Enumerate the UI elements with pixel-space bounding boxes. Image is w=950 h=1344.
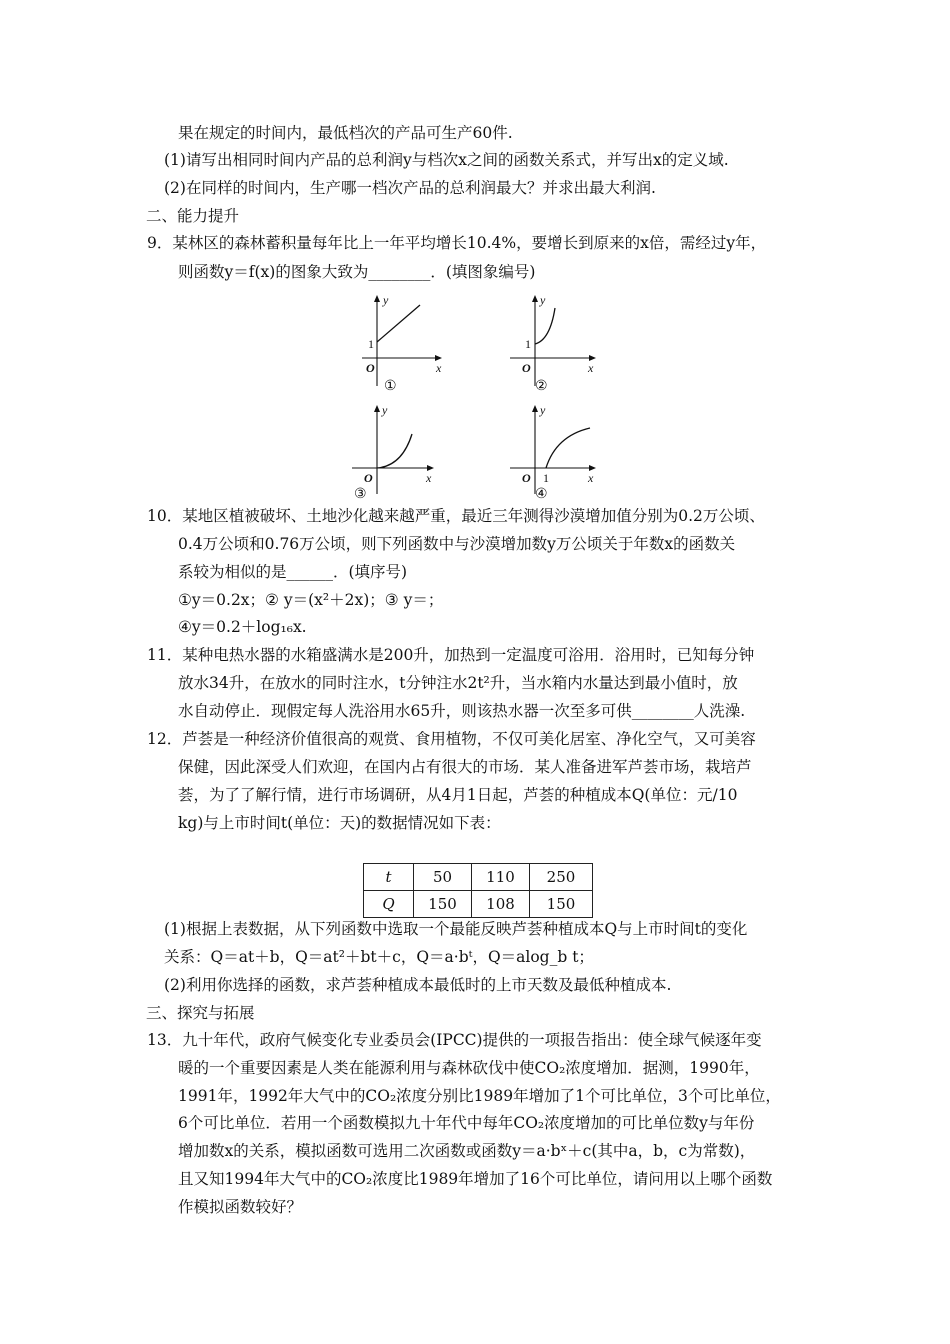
p13-line-3: 1991年，1992年大气中的CO₂浓度分别比1989年增加了1个可比单位，3个可比单位，	[178, 1087, 781, 1105]
table-cell: 50	[414, 864, 472, 891]
p12-question-1a: (1)根据上表数据，从下列函数中选取一个最能反映芦荟种植成本Q与上市时间t的变化	[164, 920, 748, 938]
graph-2-tick: 1	[525, 337, 531, 351]
graph-3-label: ③	[354, 487, 367, 502]
graph-2-x-label: x	[588, 361, 594, 375]
graph-3	[350, 398, 450, 504]
p10-line-3: 系较为相似的是______．(填序号)	[178, 563, 408, 581]
graph-3-origin: O	[364, 471, 373, 485]
table-row	[364, 891, 593, 918]
p12-line-1: 12．芦荟是一种经济价值很高的观赏、食用植物，不仅可美化居室、净化空气，又可美容	[147, 730, 756, 748]
graph-2-label: ②	[535, 379, 548, 394]
p11-line-2: 放水34升，在放水的同时注水，t分钟注水2t²升，当水箱内水量达到最小值时，放	[178, 674, 738, 692]
p13-line-6: 且又知1994年大气中的CO₂浓度比1989年增加了16个可比单位，请问用以上哪个函数	[178, 1170, 773, 1188]
p13-line-4: 6个可比单位．若用一个函数模拟九十年代中每年CO₂浓度增加的可比单位数y与年份	[178, 1114, 755, 1132]
graph-1	[350, 288, 450, 396]
graph-4-y-label: y	[540, 403, 546, 417]
p9-line-2: 则函数y＝f(x)的图象大致为________．(填图象编号)	[178, 263, 536, 281]
graph-2-origin: O	[522, 361, 531, 375]
p12-line-3: 荟，为了了解行情，进行市场调研，从4月1日起，芦荟的种植成本Q(单位：元/10	[178, 786, 738, 804]
p10-option-line-2: ④y＝0.2＋log₁₆x.	[178, 618, 307, 636]
p8-question-2: (2)在同样的时间内，生产哪一档次产品的总利润最大？并求出最大利润.	[164, 179, 656, 197]
graph-2-y-label: y	[540, 293, 546, 307]
p13-line-1: 13．九十年代，政府气候变化专业委员会(IPCC)提供的一项报告指出：使全球气候逐年变	[147, 1031, 762, 1049]
table-row	[364, 864, 593, 891]
graph-4-x-label: x	[588, 471, 594, 485]
p10-line-1: 10．某地区植被破坏、土地沙化越来越严重，最近三年测得沙漠增加值分别为0.2万公顷、	[147, 507, 765, 525]
graph-1-x-label: x	[436, 361, 442, 375]
p8-question-1: (1)请写出相同时间内产品的总利润y与档次x之间的函数关系式，并写出x的定义域.	[164, 151, 729, 169]
p13-line-7: 作模拟函数较好？	[178, 1198, 303, 1216]
table-cell: 150	[530, 891, 593, 918]
graph-4-origin: O	[522, 471, 531, 485]
table-cell: 250	[530, 864, 593, 891]
graph-1-origin: O	[366, 361, 375, 375]
p10-line-2: 0.4万公顷和0.76万公顷，则下列函数中与沙漠增加数y万公顷关于年数x的函数关	[178, 535, 736, 553]
graph-4-label: ④	[535, 487, 548, 502]
p12-question-1b: 关系：Q＝at＋b，Q＝at²＋bt＋c，Q＝a·bᵗ，Q＝alog_b t；	[164, 948, 594, 966]
table-cell: 150	[414, 891, 472, 918]
section-heading-3: 三、探究与拓展	[146, 1004, 255, 1022]
p12-line-2: 保健，因此深受人们欢迎，在国内占有很大的市场．某人准备进军芦荟市场，栽培芦	[178, 758, 752, 776]
table-cell: t	[364, 864, 414, 891]
graph-3-y-label: y	[382, 403, 388, 417]
graph-4-tick: 1	[543, 471, 549, 485]
table-cell: 110	[472, 864, 530, 891]
graph-2	[508, 288, 608, 396]
table-cell: Q	[364, 891, 414, 918]
cost-table	[363, 863, 593, 918]
p11-line-1: 11．某种电热水器的水箱盛满水是200升，加热到一定温度可浴用．浴用时，已知每分钟	[147, 646, 755, 664]
p12-line-4: kg)与上市时间t(单位：天)的数据情况如下表：	[178, 814, 501, 832]
p13-line-5: 增加数x的关系，模拟函数可选用二次函数或函数y＝a·bˣ＋c(其中a，b，c为常数)，	[178, 1142, 756, 1160]
p12-question-2: (2)利用你选择的函数，求芦荟种植成本最低时的上市天数及最低种植成本.	[164, 976, 672, 994]
section-heading-2: 二、能力提升	[146, 207, 240, 225]
p8-continuation: 果在规定的时间内，最低档次的产品可生产60件.	[178, 124, 513, 142]
graph-4	[508, 398, 608, 504]
graph-1-tick: 1	[368, 337, 374, 351]
graph-1-label: ①	[384, 379, 397, 394]
graph-3-x-label: x	[426, 471, 432, 485]
graph-1-y-label: y	[383, 293, 389, 307]
p10-option-line-1: ①y＝0.2x；② y＝(x²＋2x)；③ y＝；	[178, 591, 444, 609]
table-cell: 108	[472, 891, 530, 918]
p11-line-3: 水自动停止．现假定每人洗浴用水65升，则该热水器一次至多可供________人洗澡.	[178, 702, 746, 720]
p13-line-2: 暖的一个重要因素是人类在能源利用与森林砍伐中使CO₂浓度增加．据测，1990年，	[178, 1059, 760, 1077]
p9-line-1: 9．某林区的森林蓄积量每年比上一年平均增长10.4%，要增长到原来的x倍，需经过y年，	[147, 234, 767, 252]
